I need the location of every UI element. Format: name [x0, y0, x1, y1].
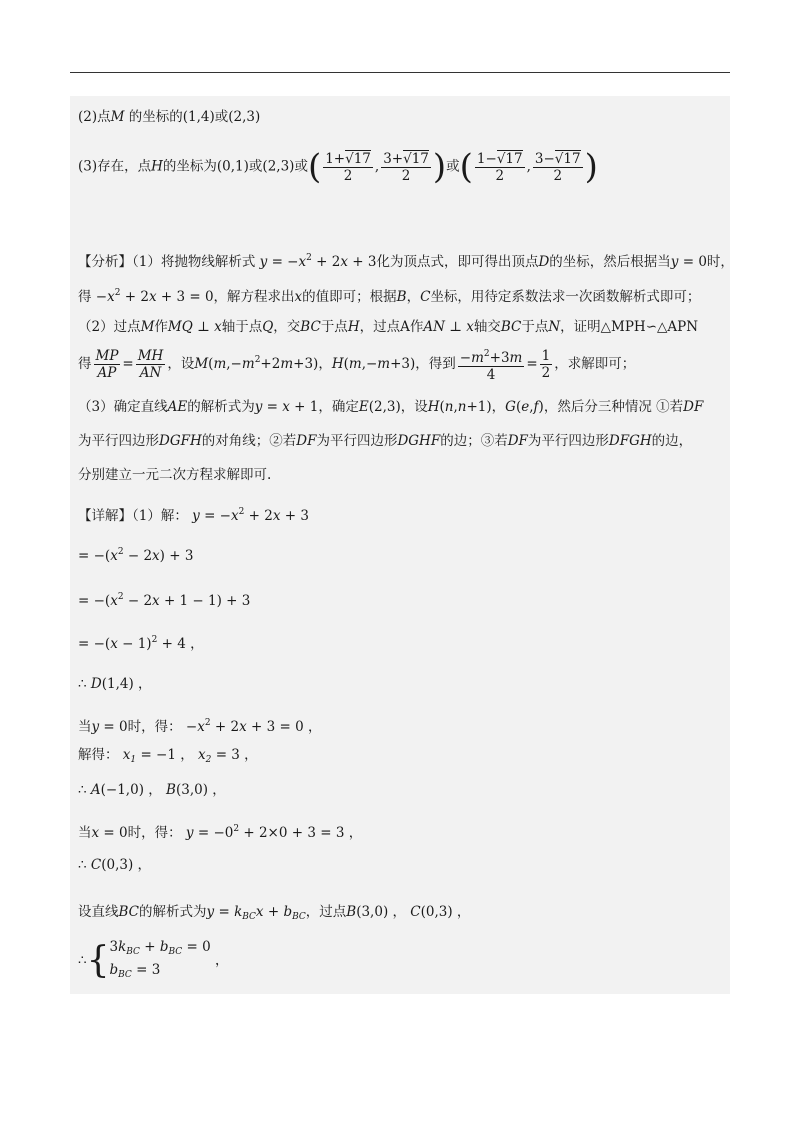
solution-line-9: 当x = 0时，得： $y = -0^2 + 2\times 0 + 3 = 3$ ，: [78, 824, 363, 841]
solution-line-4: = $-(x - 1)^2 + 4$ ，: [78, 635, 204, 652]
solution-line-2: = $-(x^2 - 2x) + 3$: [78, 547, 194, 564]
solution-line-8: ∴ A(−1,0) ， B(3,0) ，: [78, 782, 226, 798]
analysis-line-1: 【分析】（1）将抛物线解析式 $y = -x^2 + 2x + 3$化为顶点式，即可得出顶点D的坐标，然后根据当y = 0时，: [78, 253, 734, 270]
solution-line-5: ∴ D(1,4) ，: [78, 676, 152, 692]
solution-line-12: ∴{ $3k_{BC} + b_{BC} = 0$ $b_{BC} = 3$ ，: [78, 939, 229, 981]
analysis-line-3: （2）过点M作MQ ⊥ x轴于点Q，交BC于点H，过点A作AN ⊥ x轴交BC于点N，证明△MPH∽△APN: [78, 319, 699, 335]
analysis-line-6: 为平行四边形DGFH的对角线；②若DF为平行四边形DGHF的边；③若DF为平行四边形DFGH的边，: [78, 433, 693, 449]
analysis-line-4: 得 $\frac{MP}{AP}$ = $\frac{MH}{AN}$ ，设$M(m,-m^2+2m+3)$，H(m,−m+3)，得到 $\frac{-m^2+3m}{4}$ = $\frac{1}{2}$ ，求解即可；: [78, 348, 636, 383]
solution-line-7: 解得： $x_1 = -1$ ， $x_2 = 3$ ，: [78, 747, 258, 765]
analysis-line-5: （3）确定直线AE的解析式为y = x + 1，确定E(2,3)，设H(n,n+1)，G(e,f)，然后分三种情况 ①若DF: [78, 399, 704, 415]
answer-3: (3)存在，点H的坐标为(0,1)或(2,3)或( $\frac{1+√17}{2}$ , $\frac{3+√17}{2}$ )或( $\frac{1-√17}{2}$ , $\frac{3-√17}{2}$ ): [78, 147, 598, 187]
solution-line-3: = $-(x^2 - 2x + 1 - 1) + 3$: [78, 592, 251, 609]
analysis-line-7: 分别建立一元二次方程求解即可.: [78, 467, 272, 483]
analysis-line-2: 得 $-x^2 + 2x + 3 = 0$，解方程求出x的值即可；根据B，C坐标，用待定系数法求一次函数解析式即可；: [78, 288, 701, 305]
header-rule: [70, 72, 730, 73]
answer-2: (2)点M 的坐标的(1,4)或(2,3): [78, 109, 261, 125]
solution-line-1: 【详解】（1）解： $y = -x^2 + 2x + 3$: [78, 507, 309, 524]
solution-line-10: ∴ C(0,3) ，: [78, 857, 152, 873]
solution-line-6: 当y = 0时，得： $-x^2 + 2x + 3 = 0$ ，: [78, 718, 322, 735]
solution-line-11: 设直线BC的解析式为$y = k_{BC}x + b_{BC}$，过点B(3,0) ， C(0,3) ，: [78, 904, 471, 922]
